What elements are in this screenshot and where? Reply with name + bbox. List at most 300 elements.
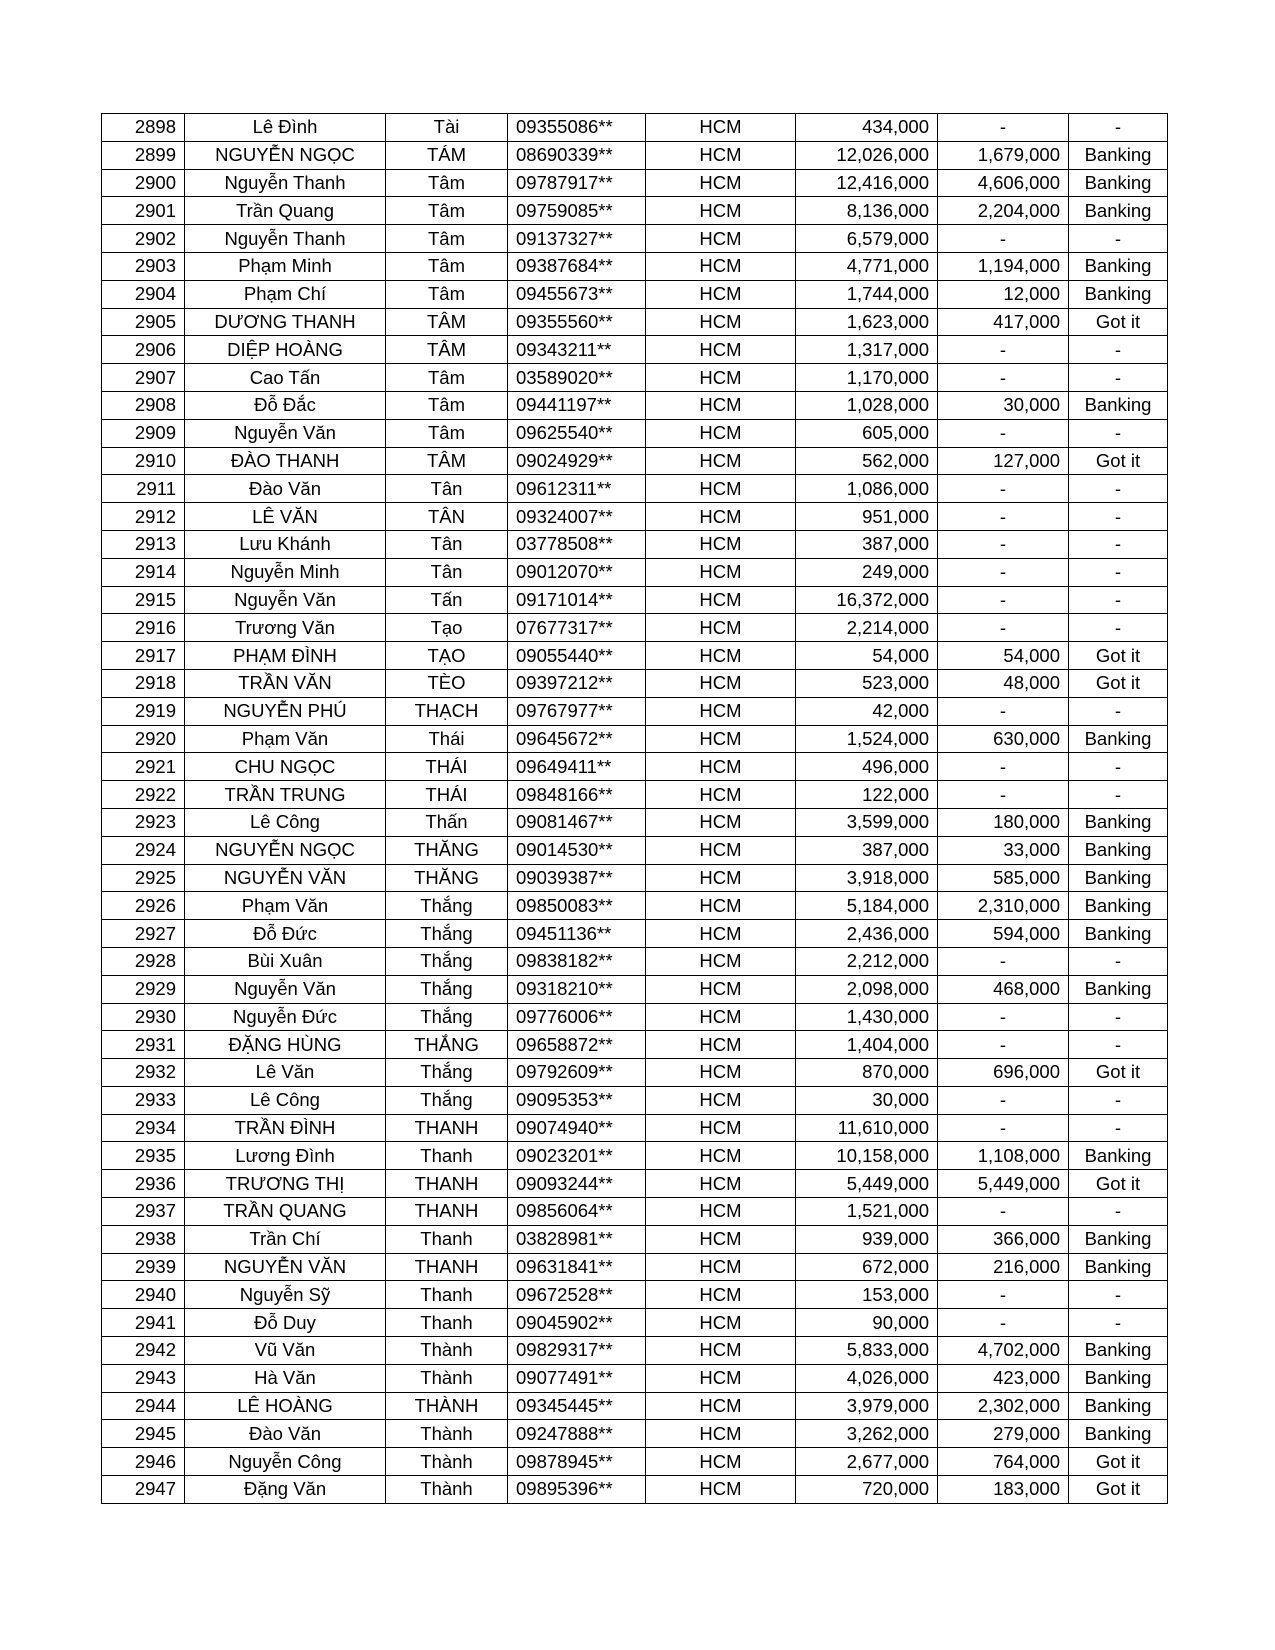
cell-amount: 1,170,000 [796, 364, 938, 392]
cell-no: 2917 [102, 642, 185, 670]
cell-status: Banking [1069, 280, 1168, 308]
table-row [102, 197, 1168, 225]
cell-status: Banking [1069, 836, 1168, 864]
cell-status: - [1069, 753, 1168, 781]
cell-phone: 09039387** [508, 864, 646, 892]
table-row [102, 975, 1168, 1003]
cell-phone: 09895396** [508, 1476, 646, 1504]
cell-no: 2941 [102, 1309, 185, 1337]
cell-no: 2904 [102, 280, 185, 308]
cell-paid: - [938, 475, 1069, 503]
cell-phone: 09649411** [508, 753, 646, 781]
cell-paid: 33,000 [938, 836, 1069, 864]
cell-paid: - [938, 753, 1069, 781]
cell-status: - [1069, 781, 1168, 809]
cell-phone: 09792609** [508, 1059, 646, 1087]
cell-first-name: Thắng [386, 975, 508, 1003]
cell-phone: 09451136** [508, 920, 646, 948]
cell-amount: 2,436,000 [796, 920, 938, 948]
cell-amount: 387,000 [796, 530, 938, 558]
cell-phone: 09645672** [508, 725, 646, 753]
cell-phone: 09631841** [508, 1253, 646, 1281]
cell-no: 2900 [102, 169, 185, 197]
cell-paid: 594,000 [938, 920, 1069, 948]
cell-region: HCM [646, 975, 796, 1003]
cell-last-middle-name: Lưu Khánh [185, 530, 386, 558]
cell-no: 2903 [102, 252, 185, 280]
cell-region: HCM [646, 1364, 796, 1392]
table-row [102, 419, 1168, 447]
cell-paid: - [938, 1198, 1069, 1226]
cell-region: HCM [646, 141, 796, 169]
cell-amount: 30,000 [796, 1086, 938, 1114]
cell-no: 2909 [102, 419, 185, 447]
table-row [102, 280, 1168, 308]
cell-status: Banking [1069, 1337, 1168, 1365]
cell-status: Got it [1069, 447, 1168, 475]
cell-first-name: TÂN [386, 503, 508, 531]
cell-amount: 2,098,000 [796, 975, 938, 1003]
cell-region: HCM [646, 1420, 796, 1448]
cell-region: HCM [646, 391, 796, 419]
cell-amount: 605,000 [796, 419, 938, 447]
cell-no: 2940 [102, 1281, 185, 1309]
cell-phone: 09324007** [508, 503, 646, 531]
cell-amount: 1,521,000 [796, 1198, 938, 1226]
cell-first-name: Thấn [386, 808, 508, 836]
cell-paid: 585,000 [938, 864, 1069, 892]
cell-first-name: THĂNG [386, 864, 508, 892]
cell-region: HCM [646, 475, 796, 503]
cell-no: 2915 [102, 586, 185, 614]
cell-last-middle-name: Phạm Văn [185, 892, 386, 920]
cell-last-middle-name: TRẦN QUANG [185, 1198, 386, 1226]
cell-region: HCM [646, 753, 796, 781]
data-table [101, 113, 1168, 1504]
cell-paid: - [938, 697, 1069, 725]
cell-status: Banking [1069, 391, 1168, 419]
cell-no: 2913 [102, 530, 185, 558]
cell-amount: 2,677,000 [796, 1448, 938, 1476]
cell-no: 2902 [102, 225, 185, 253]
cell-first-name: Thái [386, 725, 508, 753]
cell-phone: 09024929** [508, 447, 646, 475]
cell-status: Banking [1069, 725, 1168, 753]
cell-phone: 09776006** [508, 1003, 646, 1031]
cell-last-middle-name: Phạm Văn [185, 725, 386, 753]
cell-status: Banking [1069, 252, 1168, 280]
cell-region: HCM [646, 1114, 796, 1142]
cell-last-middle-name: TRẦN ĐÌNH [185, 1114, 386, 1142]
table-row [102, 447, 1168, 475]
cell-first-name: Tài [386, 114, 508, 142]
cell-last-middle-name: NGUYỄN VĂN [185, 1253, 386, 1281]
cell-region: HCM [646, 864, 796, 892]
cell-status: Got it [1069, 1170, 1168, 1198]
cell-last-middle-name: NGUYỄN PHÚ [185, 697, 386, 725]
cell-region: HCM [646, 308, 796, 336]
cell-last-middle-name: Nguyễn Văn [185, 975, 386, 1003]
cell-paid: 30,000 [938, 391, 1069, 419]
cell-amount: 3,262,000 [796, 1420, 938, 1448]
table-row [102, 225, 1168, 253]
cell-status: Banking [1069, 1225, 1168, 1253]
cell-region: HCM [646, 614, 796, 642]
cell-paid: - [938, 530, 1069, 558]
cell-no: 2939 [102, 1253, 185, 1281]
cell-first-name: Thành [386, 1420, 508, 1448]
cell-status: Banking [1069, 975, 1168, 1003]
cell-last-middle-name: Cao Tấn [185, 364, 386, 392]
cell-region: HCM [646, 1059, 796, 1087]
cell-region: HCM [646, 252, 796, 280]
cell-phone: 07677317** [508, 614, 646, 642]
cell-no: 2924 [102, 836, 185, 864]
cell-paid: 1,679,000 [938, 141, 1069, 169]
cell-first-name: Tâm [386, 364, 508, 392]
table-row [102, 892, 1168, 920]
cell-amount: 1,430,000 [796, 1003, 938, 1031]
cell-last-middle-name: ĐẶNG HÙNG [185, 1031, 386, 1059]
table-row [102, 308, 1168, 336]
table-row [102, 614, 1168, 642]
cell-amount: 3,918,000 [796, 864, 938, 892]
cell-first-name: Thanh [386, 1142, 508, 1170]
cell-no: 2934 [102, 1114, 185, 1142]
cell-phone: 09441197** [508, 391, 646, 419]
cell-last-middle-name: NGUYỄN NGỌC [185, 141, 386, 169]
cell-amount: 434,000 [796, 114, 938, 142]
cell-last-middle-name: NGUYỄN VĂN [185, 864, 386, 892]
cell-status: - [1069, 947, 1168, 975]
cell-no: 2926 [102, 892, 185, 920]
table-row [102, 1309, 1168, 1337]
cell-first-name: Tân [386, 475, 508, 503]
cell-region: HCM [646, 725, 796, 753]
cell-paid: - [938, 114, 1069, 142]
cell-paid: 696,000 [938, 1059, 1069, 1087]
cell-region: HCM [646, 1198, 796, 1226]
cell-region: HCM [646, 1253, 796, 1281]
cell-paid: 1,194,000 [938, 252, 1069, 280]
cell-paid: 4,606,000 [938, 169, 1069, 197]
cell-first-name: Tâm [386, 252, 508, 280]
cell-amount: 249,000 [796, 558, 938, 586]
cell-first-name: THANH [386, 1253, 508, 1281]
cell-no: 2911 [102, 475, 185, 503]
table-row [102, 391, 1168, 419]
cell-no: 2928 [102, 947, 185, 975]
cell-amount: 1,404,000 [796, 1031, 938, 1059]
cell-phone: 09397212** [508, 669, 646, 697]
cell-amount: 2,212,000 [796, 947, 938, 975]
cell-first-name: Thành [386, 1364, 508, 1392]
table-row [102, 1170, 1168, 1198]
cell-last-middle-name: TRẦN TRUNG [185, 781, 386, 809]
cell-no: 2918 [102, 669, 185, 697]
cell-paid: - [938, 1309, 1069, 1337]
cell-region: HCM [646, 280, 796, 308]
cell-phone: 09856064** [508, 1198, 646, 1226]
cell-amount: 951,000 [796, 503, 938, 531]
cell-first-name: THANH [386, 1170, 508, 1198]
cell-last-middle-name: Nguyễn Minh [185, 558, 386, 586]
cell-paid: 127,000 [938, 447, 1069, 475]
cell-first-name: Thành [386, 1448, 508, 1476]
cell-status: Got it [1069, 308, 1168, 336]
table-row [102, 1448, 1168, 1476]
cell-region: HCM [646, 364, 796, 392]
cell-first-name: THÀNH [386, 1392, 508, 1420]
cell-phone: 09023201** [508, 1142, 646, 1170]
cell-last-middle-name: Lê Công [185, 808, 386, 836]
cell-status: - [1069, 419, 1168, 447]
cell-no: 2927 [102, 920, 185, 948]
cell-status: Banking [1069, 169, 1168, 197]
cell-paid: 2,302,000 [938, 1392, 1069, 1420]
cell-paid: - [938, 558, 1069, 586]
cell-paid: 12,000 [938, 280, 1069, 308]
cell-status: Got it [1069, 642, 1168, 670]
cell-no: 2938 [102, 1225, 185, 1253]
cell-first-name: THĂNG [386, 836, 508, 864]
cell-first-name: Tâm [386, 169, 508, 197]
cell-status: - [1069, 114, 1168, 142]
table-row [102, 1198, 1168, 1226]
cell-phone: 09759085** [508, 197, 646, 225]
cell-region: HCM [646, 1281, 796, 1309]
cell-paid: - [938, 503, 1069, 531]
cell-paid: 54,000 [938, 642, 1069, 670]
cell-amount: 5,184,000 [796, 892, 938, 920]
cell-first-name: TÂM [386, 447, 508, 475]
cell-no: 2937 [102, 1198, 185, 1226]
cell-status: Banking [1069, 1420, 1168, 1448]
cell-paid: 468,000 [938, 975, 1069, 1003]
cell-status: - [1069, 503, 1168, 531]
cell-amount: 1,028,000 [796, 391, 938, 419]
cell-status: Got it [1069, 669, 1168, 697]
table-row [102, 1225, 1168, 1253]
cell-paid: 48,000 [938, 669, 1069, 697]
cell-first-name: Tân [386, 530, 508, 558]
cell-phone: 09355086** [508, 114, 646, 142]
cell-last-middle-name: Nguyễn Sỹ [185, 1281, 386, 1309]
cell-paid: 1,108,000 [938, 1142, 1069, 1170]
cell-first-name: TẠO [386, 642, 508, 670]
cell-status: - [1069, 558, 1168, 586]
cell-first-name: Thắng [386, 1086, 508, 1114]
cell-amount: 12,416,000 [796, 169, 938, 197]
cell-status: Got it [1069, 1448, 1168, 1476]
cell-region: HCM [646, 1086, 796, 1114]
table-row [102, 642, 1168, 670]
cell-first-name: Thanh [386, 1309, 508, 1337]
cell-no: 2930 [102, 1003, 185, 1031]
cell-amount: 1,524,000 [796, 725, 938, 753]
cell-last-middle-name: Lê Công [185, 1086, 386, 1114]
cell-paid: 366,000 [938, 1225, 1069, 1253]
table-row [102, 1364, 1168, 1392]
table-row [102, 753, 1168, 781]
cell-amount: 496,000 [796, 753, 938, 781]
cell-amount: 153,000 [796, 1281, 938, 1309]
cell-last-middle-name: Phạm Minh [185, 252, 386, 280]
cell-no: 2905 [102, 308, 185, 336]
cell-last-middle-name: Nguyễn Đức [185, 1003, 386, 1031]
cell-paid: - [938, 947, 1069, 975]
cell-amount: 720,000 [796, 1476, 938, 1504]
cell-region: HCM [646, 892, 796, 920]
cell-first-name: THÁI [386, 781, 508, 809]
cell-first-name: THÁI [386, 753, 508, 781]
table-row [102, 725, 1168, 753]
cell-paid: 764,000 [938, 1448, 1069, 1476]
cell-phone: 09345445** [508, 1392, 646, 1420]
cell-region: HCM [646, 642, 796, 670]
cell-paid: - [938, 1003, 1069, 1031]
table-row [102, 1476, 1168, 1504]
cell-region: HCM [646, 558, 796, 586]
cell-status: Banking [1069, 1142, 1168, 1170]
cell-region: HCM [646, 530, 796, 558]
cell-paid: - [938, 419, 1069, 447]
cell-amount: 870,000 [796, 1059, 938, 1087]
cell-first-name: TÂM [386, 336, 508, 364]
cell-first-name: Thanh [386, 1281, 508, 1309]
cell-region: HCM [646, 1170, 796, 1198]
cell-no: 2931 [102, 1031, 185, 1059]
cell-last-middle-name: TRẦN VĂN [185, 669, 386, 697]
cell-status: - [1069, 1198, 1168, 1226]
cell-phone: 03828981** [508, 1225, 646, 1253]
cell-region: HCM [646, 1031, 796, 1059]
cell-last-middle-name: Lê Đình [185, 114, 386, 142]
cell-last-middle-name: LÊ HOÀNG [185, 1392, 386, 1420]
cell-no: 2929 [102, 975, 185, 1003]
cell-region: HCM [646, 697, 796, 725]
cell-phone: 09672528** [508, 1281, 646, 1309]
cell-no: 2946 [102, 1448, 185, 1476]
cell-region: HCM [646, 586, 796, 614]
table-row [102, 1031, 1168, 1059]
cell-status: - [1069, 614, 1168, 642]
cell-first-name: TÂM [386, 308, 508, 336]
cell-phone: 09355560** [508, 308, 646, 336]
cell-amount: 5,449,000 [796, 1170, 938, 1198]
cell-first-name: THANH [386, 1198, 508, 1226]
cell-first-name: Tâm [386, 280, 508, 308]
cell-status: - [1069, 475, 1168, 503]
cell-region: HCM [646, 947, 796, 975]
cell-first-name: THẮNG [386, 1031, 508, 1059]
cell-last-middle-name: Đào Văn [185, 1420, 386, 1448]
cell-phone: 03778508** [508, 530, 646, 558]
cell-last-middle-name: LÊ VĂN [185, 503, 386, 531]
cell-phone: 09137327** [508, 225, 646, 253]
table-row [102, 252, 1168, 280]
cell-no: 2908 [102, 391, 185, 419]
cell-last-middle-name: CHU NGỌC [185, 753, 386, 781]
cell-amount: 10,158,000 [796, 1142, 938, 1170]
cell-last-middle-name: NGUYỄN NGỌC [185, 836, 386, 864]
cell-no: 2935 [102, 1142, 185, 1170]
table-row [102, 1114, 1168, 1142]
cell-no: 2945 [102, 1420, 185, 1448]
cell-region: HCM [646, 781, 796, 809]
table-row [102, 475, 1168, 503]
table-row [102, 114, 1168, 142]
cell-last-middle-name: Hà Văn [185, 1364, 386, 1392]
cell-amount: 4,026,000 [796, 1364, 938, 1392]
cell-phone: 09045902** [508, 1309, 646, 1337]
cell-phone: 09455673** [508, 280, 646, 308]
cell-last-middle-name: Lê Văn [185, 1059, 386, 1087]
cell-amount: 4,771,000 [796, 252, 938, 280]
cell-region: HCM [646, 114, 796, 142]
cell-phone: 09343211** [508, 336, 646, 364]
cell-amount: 16,372,000 [796, 586, 938, 614]
cell-region: HCM [646, 1392, 796, 1420]
cell-phone: 09625540** [508, 419, 646, 447]
cell-no: 2942 [102, 1337, 185, 1365]
cell-paid: 5,449,000 [938, 1170, 1069, 1198]
cell-paid: 2,204,000 [938, 197, 1069, 225]
cell-region: HCM [646, 225, 796, 253]
cell-phone: 09093244** [508, 1170, 646, 1198]
cell-first-name: THẠCH [386, 697, 508, 725]
cell-first-name: Thành [386, 1476, 508, 1504]
cell-region: HCM [646, 447, 796, 475]
cell-paid: 630,000 [938, 725, 1069, 753]
table-row [102, 920, 1168, 948]
cell-status: - [1069, 364, 1168, 392]
cell-last-middle-name: Nguyễn Văn [185, 419, 386, 447]
cell-amount: 672,000 [796, 1253, 938, 1281]
cell-last-middle-name: Trần Quang [185, 197, 386, 225]
cell-no: 2912 [102, 503, 185, 531]
cell-status: - [1069, 697, 1168, 725]
cell-phone: 09055440** [508, 642, 646, 670]
cell-last-middle-name: PHẠM ĐÌNH [185, 642, 386, 670]
cell-no: 2907 [102, 364, 185, 392]
cell-region: HCM [646, 419, 796, 447]
cell-last-middle-name: Đỗ Duy [185, 1309, 386, 1337]
cell-phone: 09787917** [508, 169, 646, 197]
cell-no: 2919 [102, 697, 185, 725]
table-row [102, 364, 1168, 392]
cell-amount: 3,599,000 [796, 808, 938, 836]
table-row [102, 1003, 1168, 1031]
cell-last-middle-name: Đỗ Đức [185, 920, 386, 948]
cell-last-middle-name: Bùi Xuân [185, 947, 386, 975]
table-row [102, 1337, 1168, 1365]
cell-region: HCM [646, 1142, 796, 1170]
cell-paid: - [938, 364, 1069, 392]
cell-phone: 03589020** [508, 364, 646, 392]
cell-paid: 417,000 [938, 308, 1069, 336]
cell-paid: 216,000 [938, 1253, 1069, 1281]
cell-last-middle-name: Nguyễn Thanh [185, 225, 386, 253]
cell-no: 2901 [102, 197, 185, 225]
cell-phone: 09829317** [508, 1337, 646, 1365]
cell-no: 2922 [102, 781, 185, 809]
cell-no: 2943 [102, 1364, 185, 1392]
cell-amount: 387,000 [796, 836, 938, 864]
cell-phone: 09767977** [508, 697, 646, 725]
cell-paid: - [938, 225, 1069, 253]
cell-paid: 180,000 [938, 808, 1069, 836]
